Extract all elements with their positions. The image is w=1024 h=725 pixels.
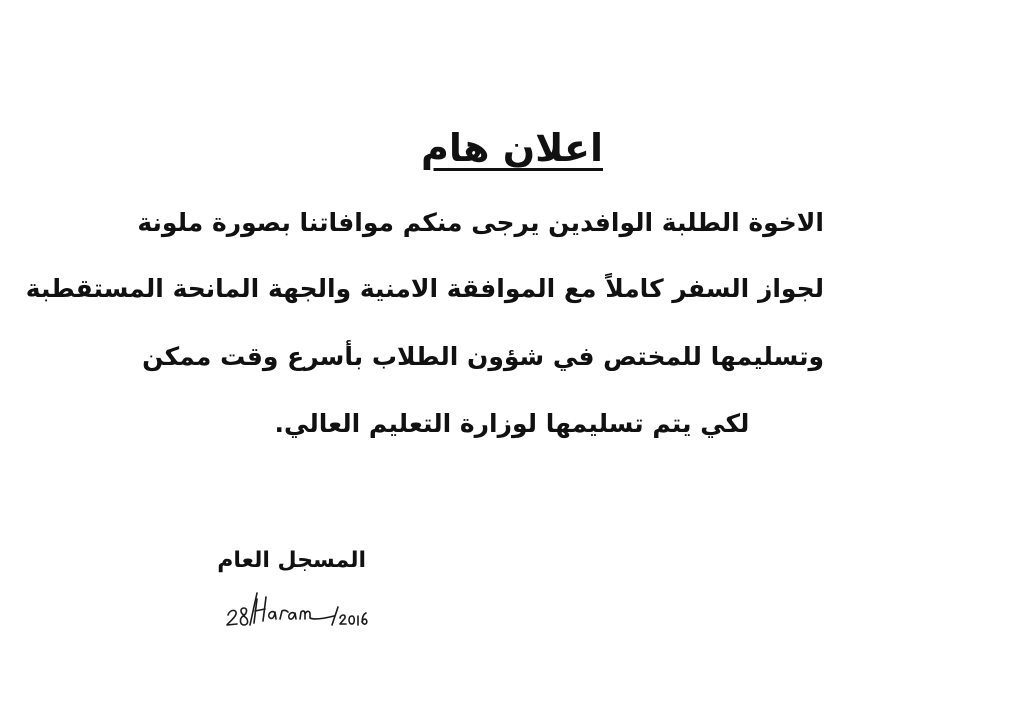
announcement-line-2: لجواز السفر كاملاً مع الموافقة الامنية والجهة المانحة المستقطبة: [25, 274, 824, 303]
announcement-title: [0, 126, 1024, 170]
announcement-title-text: اعلان هام: [421, 126, 603, 170]
signer-title: المسجل العام: [217, 548, 366, 573]
handwritten-signature: [224, 585, 384, 635]
announcement-line-4: لكي يتم تسليمها لوزارة التعليم العالي.: [274, 409, 750, 438]
signature-drawing: [224, 585, 384, 635]
announcement-line-3: وتسليمها للمختص في شؤون الطلاب بأسرع وقت ممكن: [142, 342, 824, 371]
announcement-line-1: الاخوة الطلبة الوافدين يرجى منكم موافاتنا بصورة ملونة: [137, 208, 824, 237]
